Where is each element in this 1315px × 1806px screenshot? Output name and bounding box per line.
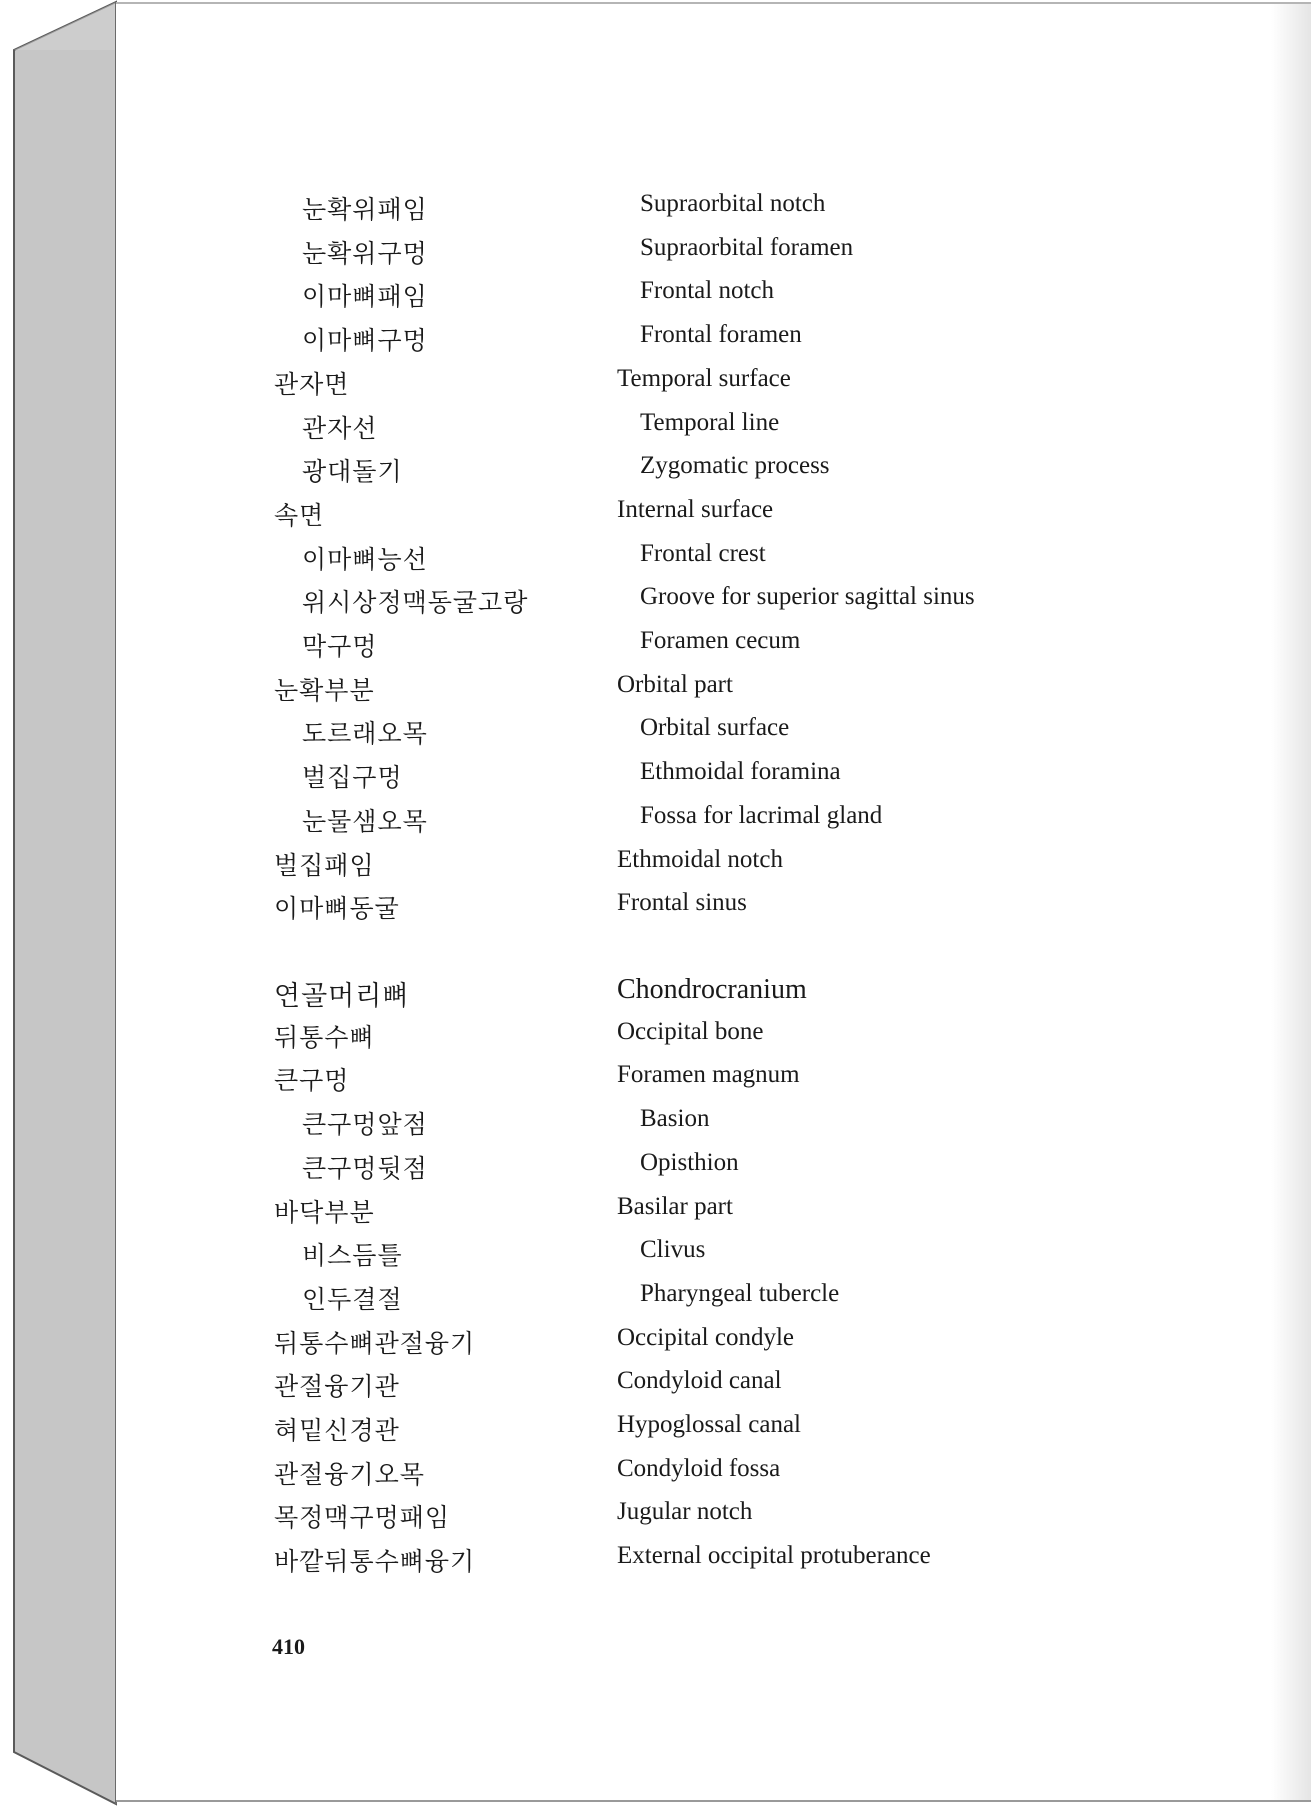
book-page bbox=[116, 2, 1311, 1802]
english-term: Chondrocranium bbox=[617, 974, 807, 1005]
english-term: Opisthion bbox=[640, 1148, 739, 1176]
english-term: Condyloid canal bbox=[617, 1367, 782, 1395]
english-term: Jugular notch bbox=[617, 1498, 753, 1526]
glossary-entry bbox=[116, 758, 1311, 802]
korean-term: 벌집구멍 bbox=[302, 763, 403, 793]
english-term: Internal surface bbox=[617, 495, 774, 523]
glossary-entry bbox=[116, 1061, 1311, 1105]
korean-term: 인두결절 bbox=[302, 1284, 403, 1314]
english-term: Ethmoidal notch bbox=[617, 845, 783, 873]
glossary-entry bbox=[116, 627, 1311, 671]
glossary-entry bbox=[116, 1149, 1311, 1193]
korean-term: 뒤통수뼈관절융기 bbox=[274, 1328, 476, 1358]
glossary-entry bbox=[116, 974, 1311, 1018]
korean-term: 위시상정맥동굴고랑 bbox=[302, 588, 529, 618]
english-term: Frontal foramen bbox=[640, 321, 802, 349]
glossary-entry bbox=[116, 846, 1311, 890]
korean-term: 큰구멍뒷점 bbox=[302, 1153, 428, 1183]
korean-term: 이마뼈패임 bbox=[302, 282, 428, 312]
glossary-entry bbox=[116, 365, 1311, 409]
english-term: Foramen cecum bbox=[640, 627, 801, 654]
korean-term: 큰구멍 bbox=[274, 1066, 350, 1096]
korean-term: 연골머리뼈 bbox=[274, 981, 410, 1012]
glossary-entry bbox=[116, 1193, 1311, 1237]
glossary-entry bbox=[116, 671, 1311, 715]
glossary-entry bbox=[116, 277, 1311, 321]
english-term: Frontal sinus bbox=[617, 889, 747, 917]
glossary-entry bbox=[116, 321, 1311, 365]
english-term: Fossa for lacrimal gland bbox=[640, 801, 883, 829]
glossary-entry bbox=[116, 1498, 1311, 1542]
glossary-entry bbox=[116, 1411, 1311, 1455]
korean-term: 벌집패임 bbox=[274, 850, 375, 880]
korean-term: 큰구멍앞점 bbox=[302, 1110, 428, 1140]
english-term: Frontal notch bbox=[640, 277, 775, 305]
glossary-entry bbox=[116, 1280, 1311, 1324]
korean-term: 뒤통수뼈 bbox=[274, 1022, 375, 1052]
english-term: Foramen magnum bbox=[617, 1061, 800, 1089]
korean-term: 목정맥구멍패임 bbox=[274, 1503, 451, 1533]
korean-term: 눈확위구멍 bbox=[302, 238, 428, 268]
english-term: Temporal surface bbox=[617, 364, 791, 392]
english-term: Orbital surface bbox=[640, 714, 790, 742]
glossary-entry bbox=[116, 496, 1311, 540]
english-term: Temporal line bbox=[640, 408, 780, 436]
korean-term: 눈확부분 bbox=[274, 675, 375, 705]
english-term: Condyloid fossa bbox=[617, 1454, 781, 1482]
korean-term: 눈확위패임 bbox=[302, 195, 428, 224]
glossary-entry bbox=[116, 1367, 1311, 1411]
english-term: Basilar part bbox=[617, 1192, 733, 1220]
english-term: Clivus bbox=[640, 1236, 706, 1264]
english-term: Basion bbox=[640, 1105, 710, 1133]
glossary-entry bbox=[116, 714, 1311, 758]
korean-term: 속면 bbox=[274, 500, 325, 530]
glossary-entry bbox=[116, 1542, 1311, 1586]
glossary-entry bbox=[116, 452, 1311, 496]
glossary-entry bbox=[116, 889, 1311, 933]
english-term: Ethmoidal foramina bbox=[640, 758, 841, 786]
english-term: Pharyngeal tubercle bbox=[640, 1279, 840, 1307]
english-term: External occipital protuberance bbox=[617, 1542, 931, 1570]
english-term: Supraorbital notch bbox=[640, 190, 826, 217]
korean-term: 광대돌기 bbox=[302, 457, 403, 487]
korean-term: 관자선 bbox=[302, 413, 378, 443]
english-term: Supraorbital foramen bbox=[640, 233, 854, 261]
korean-term: 바닥부분 bbox=[274, 1197, 375, 1227]
page-number: 410 bbox=[272, 1634, 305, 1659]
english-term: Hypoglossal canal bbox=[617, 1411, 801, 1438]
english-term: Zygomatic process bbox=[640, 452, 830, 480]
korean-term: 이마뼈구멍 bbox=[302, 326, 428, 356]
korean-term: 혀밑신경관 bbox=[274, 1416, 400, 1445]
glossary-entry bbox=[116, 234, 1311, 278]
korean-term: 관절융기관 bbox=[274, 1372, 400, 1402]
glossary-entry bbox=[116, 409, 1311, 453]
korean-term: 이마뼈동굴 bbox=[274, 894, 400, 924]
glossary-entry bbox=[116, 1236, 1311, 1280]
glossary-entry bbox=[116, 190, 1311, 234]
korean-term: 비스듬틀 bbox=[302, 1241, 403, 1271]
korean-term: 바깥뒤통수뼈융기 bbox=[274, 1547, 476, 1577]
glossary-entry bbox=[116, 1018, 1311, 1062]
glossary-entry bbox=[116, 1105, 1311, 1149]
english-term: Occipital bone bbox=[617, 1017, 764, 1045]
glossary-entry bbox=[116, 1324, 1311, 1368]
korean-term: 관자면 bbox=[274, 369, 350, 399]
glossary-entry bbox=[116, 1455, 1311, 1499]
korean-term: 도르래오목 bbox=[302, 719, 428, 749]
korean-term: 막구멍 bbox=[302, 632, 378, 661]
korean-term: 눈물샘오목 bbox=[302, 806, 428, 836]
korean-term: 관절융기오목 bbox=[274, 1459, 425, 1489]
glossary-entry bbox=[116, 583, 1311, 627]
english-term: Occipital condyle bbox=[617, 1323, 795, 1351]
english-term: Groove for superior sagittal sinus bbox=[640, 583, 975, 611]
korean-term: 이마뼈능선 bbox=[302, 544, 428, 574]
english-term: Orbital part bbox=[617, 670, 733, 698]
glossary-entry bbox=[116, 802, 1311, 846]
glossary-entry bbox=[116, 540, 1311, 584]
english-term: Frontal crest bbox=[640, 539, 766, 567]
